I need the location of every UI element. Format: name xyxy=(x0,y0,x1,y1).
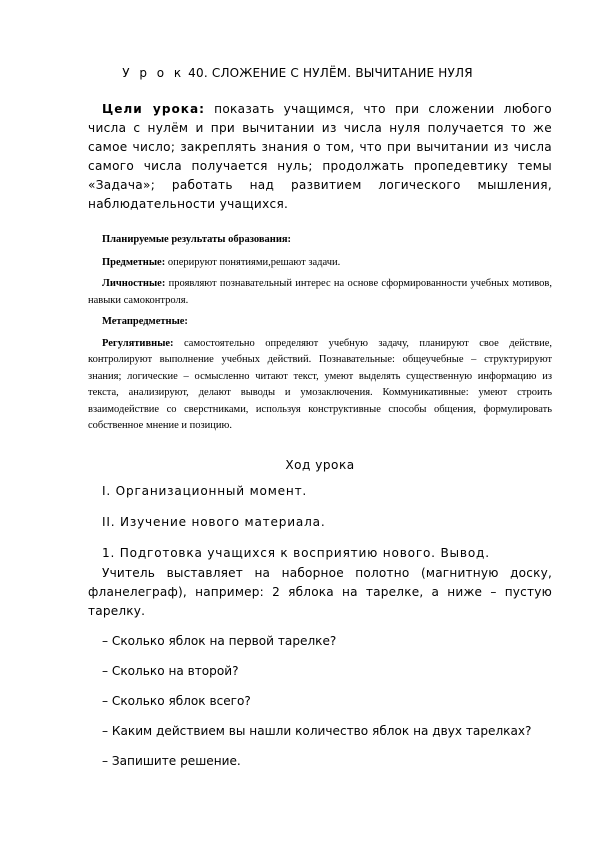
meta-results-heading xyxy=(88,314,552,331)
personal-results xyxy=(88,276,552,309)
lesson-title-prefix: У р о к xyxy=(122,66,185,80)
section-organizational: I. Организационный момент. xyxy=(102,484,308,498)
question-item: – Каким действием вы нашли количество яблок на двух тарелках? xyxy=(102,724,532,738)
question-item: – Сколько яблок на первой тарелке? xyxy=(102,634,337,648)
personal-text: проявляют познавательный интерес на основе сформированности учебных мотивов, навыки самоконтроля. xyxy=(88,278,552,306)
teacher-instruction: Учитель выставляет на наборное полотно (магнитную доску, фланелеграф), например: 2 яблока на тарелке, а ниже – пустую тарелку. xyxy=(88,566,552,618)
personal-label: Личностные: xyxy=(102,278,166,289)
course-heading: Ход урока xyxy=(285,458,355,472)
subject-text: оперируют понятиями,решают задачи. xyxy=(165,256,341,268)
lesson-goals xyxy=(88,100,552,214)
question-item: – Сколько на второй? xyxy=(102,664,239,678)
planned-results-label: Планируемые результаты образования: xyxy=(102,234,292,245)
goals-label: Цели урока: xyxy=(102,102,205,116)
goals-text: показать учащимся, что при сложении любого числа с нулём и при вычитании из числа нуля получается то же самое число; закреплять знания о том, что при вычитании из числа самого числа получается нуль; продолжать пропедевтику темы «Задача»; работать над развитием логического мышления, наблюдательности учащихся. xyxy=(88,102,552,211)
planned-results xyxy=(88,232,552,435)
lesson-title-rest: 40. СЛОЖЕНИЕ С НУЛЁМ. ВЫЧИТАНИЕ НУЛЯ xyxy=(184,66,473,80)
meta-label: Метапредметные: xyxy=(102,316,188,327)
lesson-title xyxy=(0,66,595,80)
regulatory-results xyxy=(88,336,552,435)
subsection-preparation: 1. Подготовка учащихся к восприятию нового. Вывод. xyxy=(102,546,490,560)
planned-results-heading xyxy=(88,232,552,249)
subject-label: Предметные: xyxy=(102,256,166,268)
section-new-material: II. Изучение нового материала. xyxy=(102,515,326,529)
subject-results xyxy=(88,255,552,272)
regulatory-label: Регулятивные: xyxy=(102,337,174,349)
lesson-course xyxy=(88,456,552,782)
question-item: – Сколько яблок всего? xyxy=(102,694,251,708)
question-item: – Запишите решение. xyxy=(102,754,241,768)
regulatory-text: самостоятельно определяют учебную задачу, планируют свое действие, контролируют выполнение учебных действий. Познавательные: общеучебные – структурируют знания; логические – осмысленно читают текст, умеют выделять существенную информацию из текста, анализируют, делают выводы и умозаключения. Коммуникативные: умеют строить взаимодействие со сверстниками, используя конструктивные способы общения, формулировать собственное мнение и позицию. xyxy=(88,337,552,431)
